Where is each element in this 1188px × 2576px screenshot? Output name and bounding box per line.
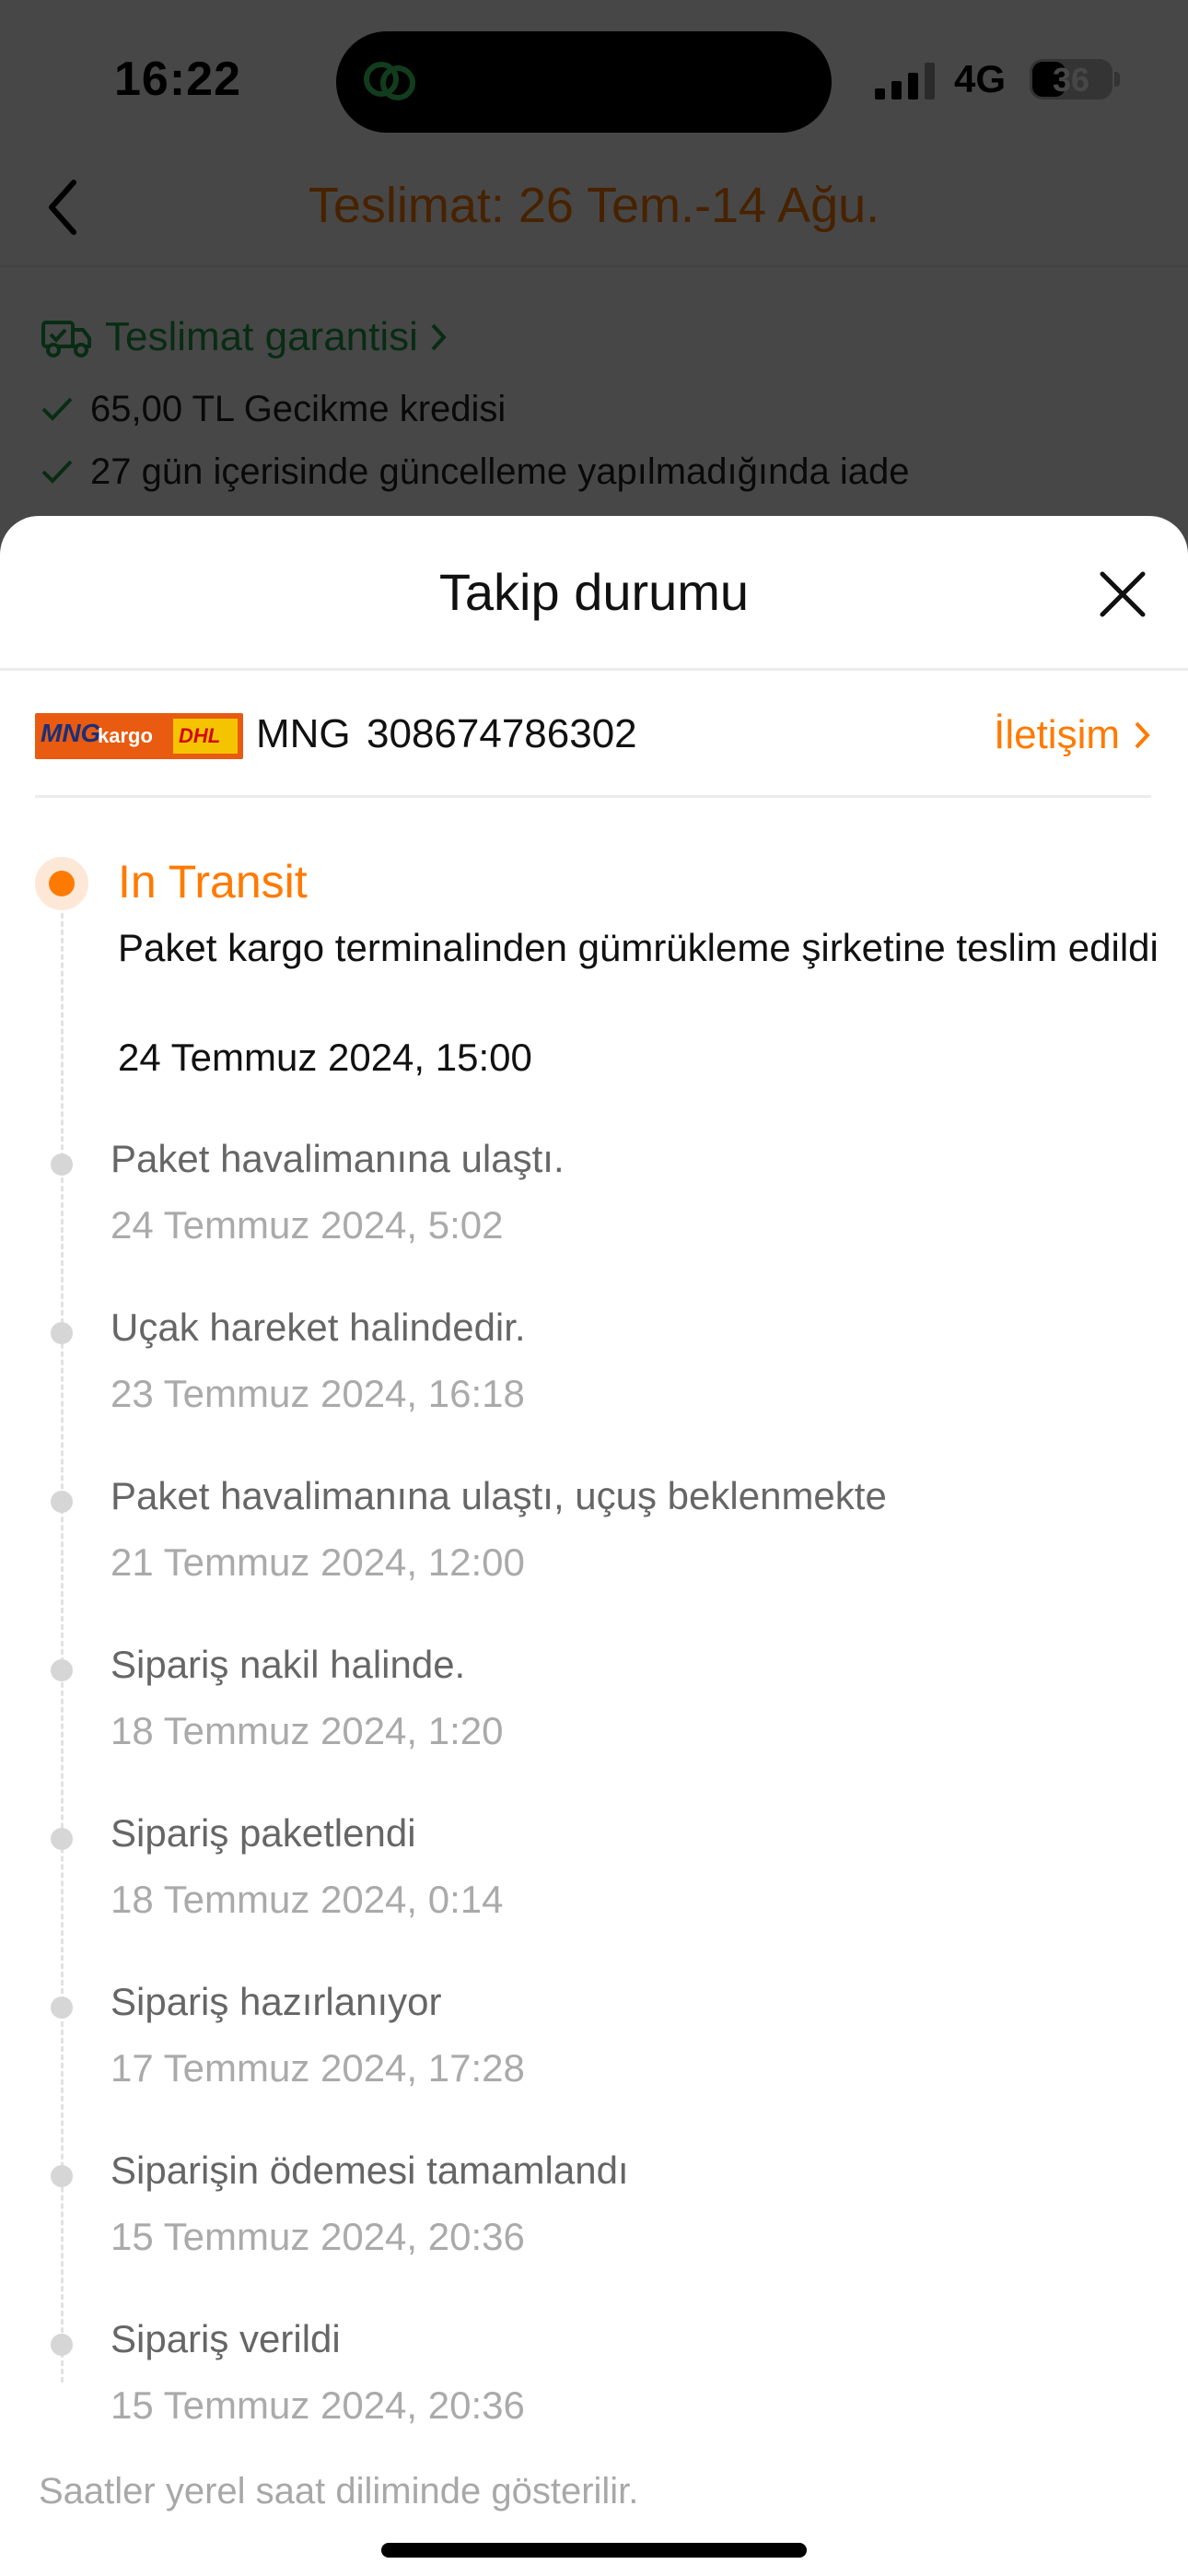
timeline-event bbox=[0, 1472, 1188, 1610]
timeline-dot bbox=[51, 1322, 73, 1344]
timeline-dot bbox=[51, 1996, 73, 2019]
event-title: Sipariş verildi bbox=[111, 2317, 341, 2360]
carrier-name: MNG bbox=[256, 711, 351, 756]
event-date: 18 Temmuz 2024, 0:14 bbox=[111, 1878, 504, 1921]
event-date: 21 Temmuz 2024, 12:00 bbox=[111, 1540, 525, 1584]
sheet-title: Takip durumu bbox=[438, 563, 750, 621]
timeline-dot bbox=[51, 1491, 73, 1513]
event-date: 24 Temmuz 2024, 5:02 bbox=[111, 1203, 504, 1247]
event-date: 15 Temmuz 2024, 20:36 bbox=[111, 2215, 525, 2258]
carrier-row bbox=[35, 671, 1151, 798]
current-status: In Transit bbox=[118, 856, 308, 907]
event-date: 23 Temmuz 2024, 16:18 bbox=[111, 1372, 525, 1415]
timeline-dot bbox=[51, 2334, 73, 2356]
timeline-event bbox=[0, 1809, 1188, 1948]
timezone-note: Saatler yerel saat diliminde gösterilir. bbox=[39, 2471, 639, 2512]
timeline-dot bbox=[51, 1153, 73, 1176]
event-title: Sipariş paketlendi bbox=[111, 1811, 416, 1855]
timeline-event bbox=[0, 1135, 1188, 1273]
current-status-dot bbox=[35, 857, 88, 910]
chevron-right-icon bbox=[1133, 720, 1151, 751]
timeline-event bbox=[0, 2315, 1188, 2453]
event-date: 18 Temmuz 2024, 1:20 bbox=[111, 1709, 504, 1752]
carrier-logo: MNG kargo DHL bbox=[35, 713, 243, 759]
event-title: Paket havalimanına ulaştı. bbox=[111, 1137, 565, 1180]
timeline-event bbox=[0, 2147, 1188, 2285]
event-date: 17 Temmuz 2024, 17:28 bbox=[111, 2046, 525, 2090]
timeline-dot bbox=[51, 1828, 73, 1850]
current-status-description: Paket kargo terminalinden gümrükleme şirketine teslim edildi bbox=[118, 926, 1159, 969]
timeline-event bbox=[0, 1978, 1188, 2116]
tracking-sheet bbox=[0, 516, 1188, 2576]
timeline-event bbox=[0, 1641, 1188, 1779]
event-date: 15 Temmuz 2024, 20:36 bbox=[111, 2383, 525, 2427]
home-indicator[interactable] bbox=[381, 2543, 807, 2558]
event-title: Sipariş hazırlanıyor bbox=[111, 1980, 442, 2023]
timeline-event bbox=[0, 1304, 1188, 1442]
event-title: Sipariş nakil halinde. bbox=[111, 1643, 466, 1686]
event-title: Uçak hareket halindedir. bbox=[111, 1306, 526, 1349]
contact-label: İletişim bbox=[994, 712, 1120, 757]
current-status-date: 24 Temmuz 2024, 15:00 bbox=[118, 1036, 532, 1079]
close-icon[interactable] bbox=[1098, 569, 1147, 619]
tracking-timeline bbox=[0, 798, 1188, 2576]
timeline-dot bbox=[51, 2165, 73, 2187]
contact-link[interactable] bbox=[994, 709, 1151, 761]
tracking-number: 308674786302 bbox=[367, 711, 637, 756]
sheet-header bbox=[0, 516, 1188, 671]
event-title: Paket havalimanına ulaştı, uçuş beklenmekte bbox=[111, 1474, 887, 1517]
event-title: Siparişin ödemesi tamamlandı bbox=[111, 2149, 629, 2192]
timeline-dot bbox=[51, 1659, 73, 1681]
